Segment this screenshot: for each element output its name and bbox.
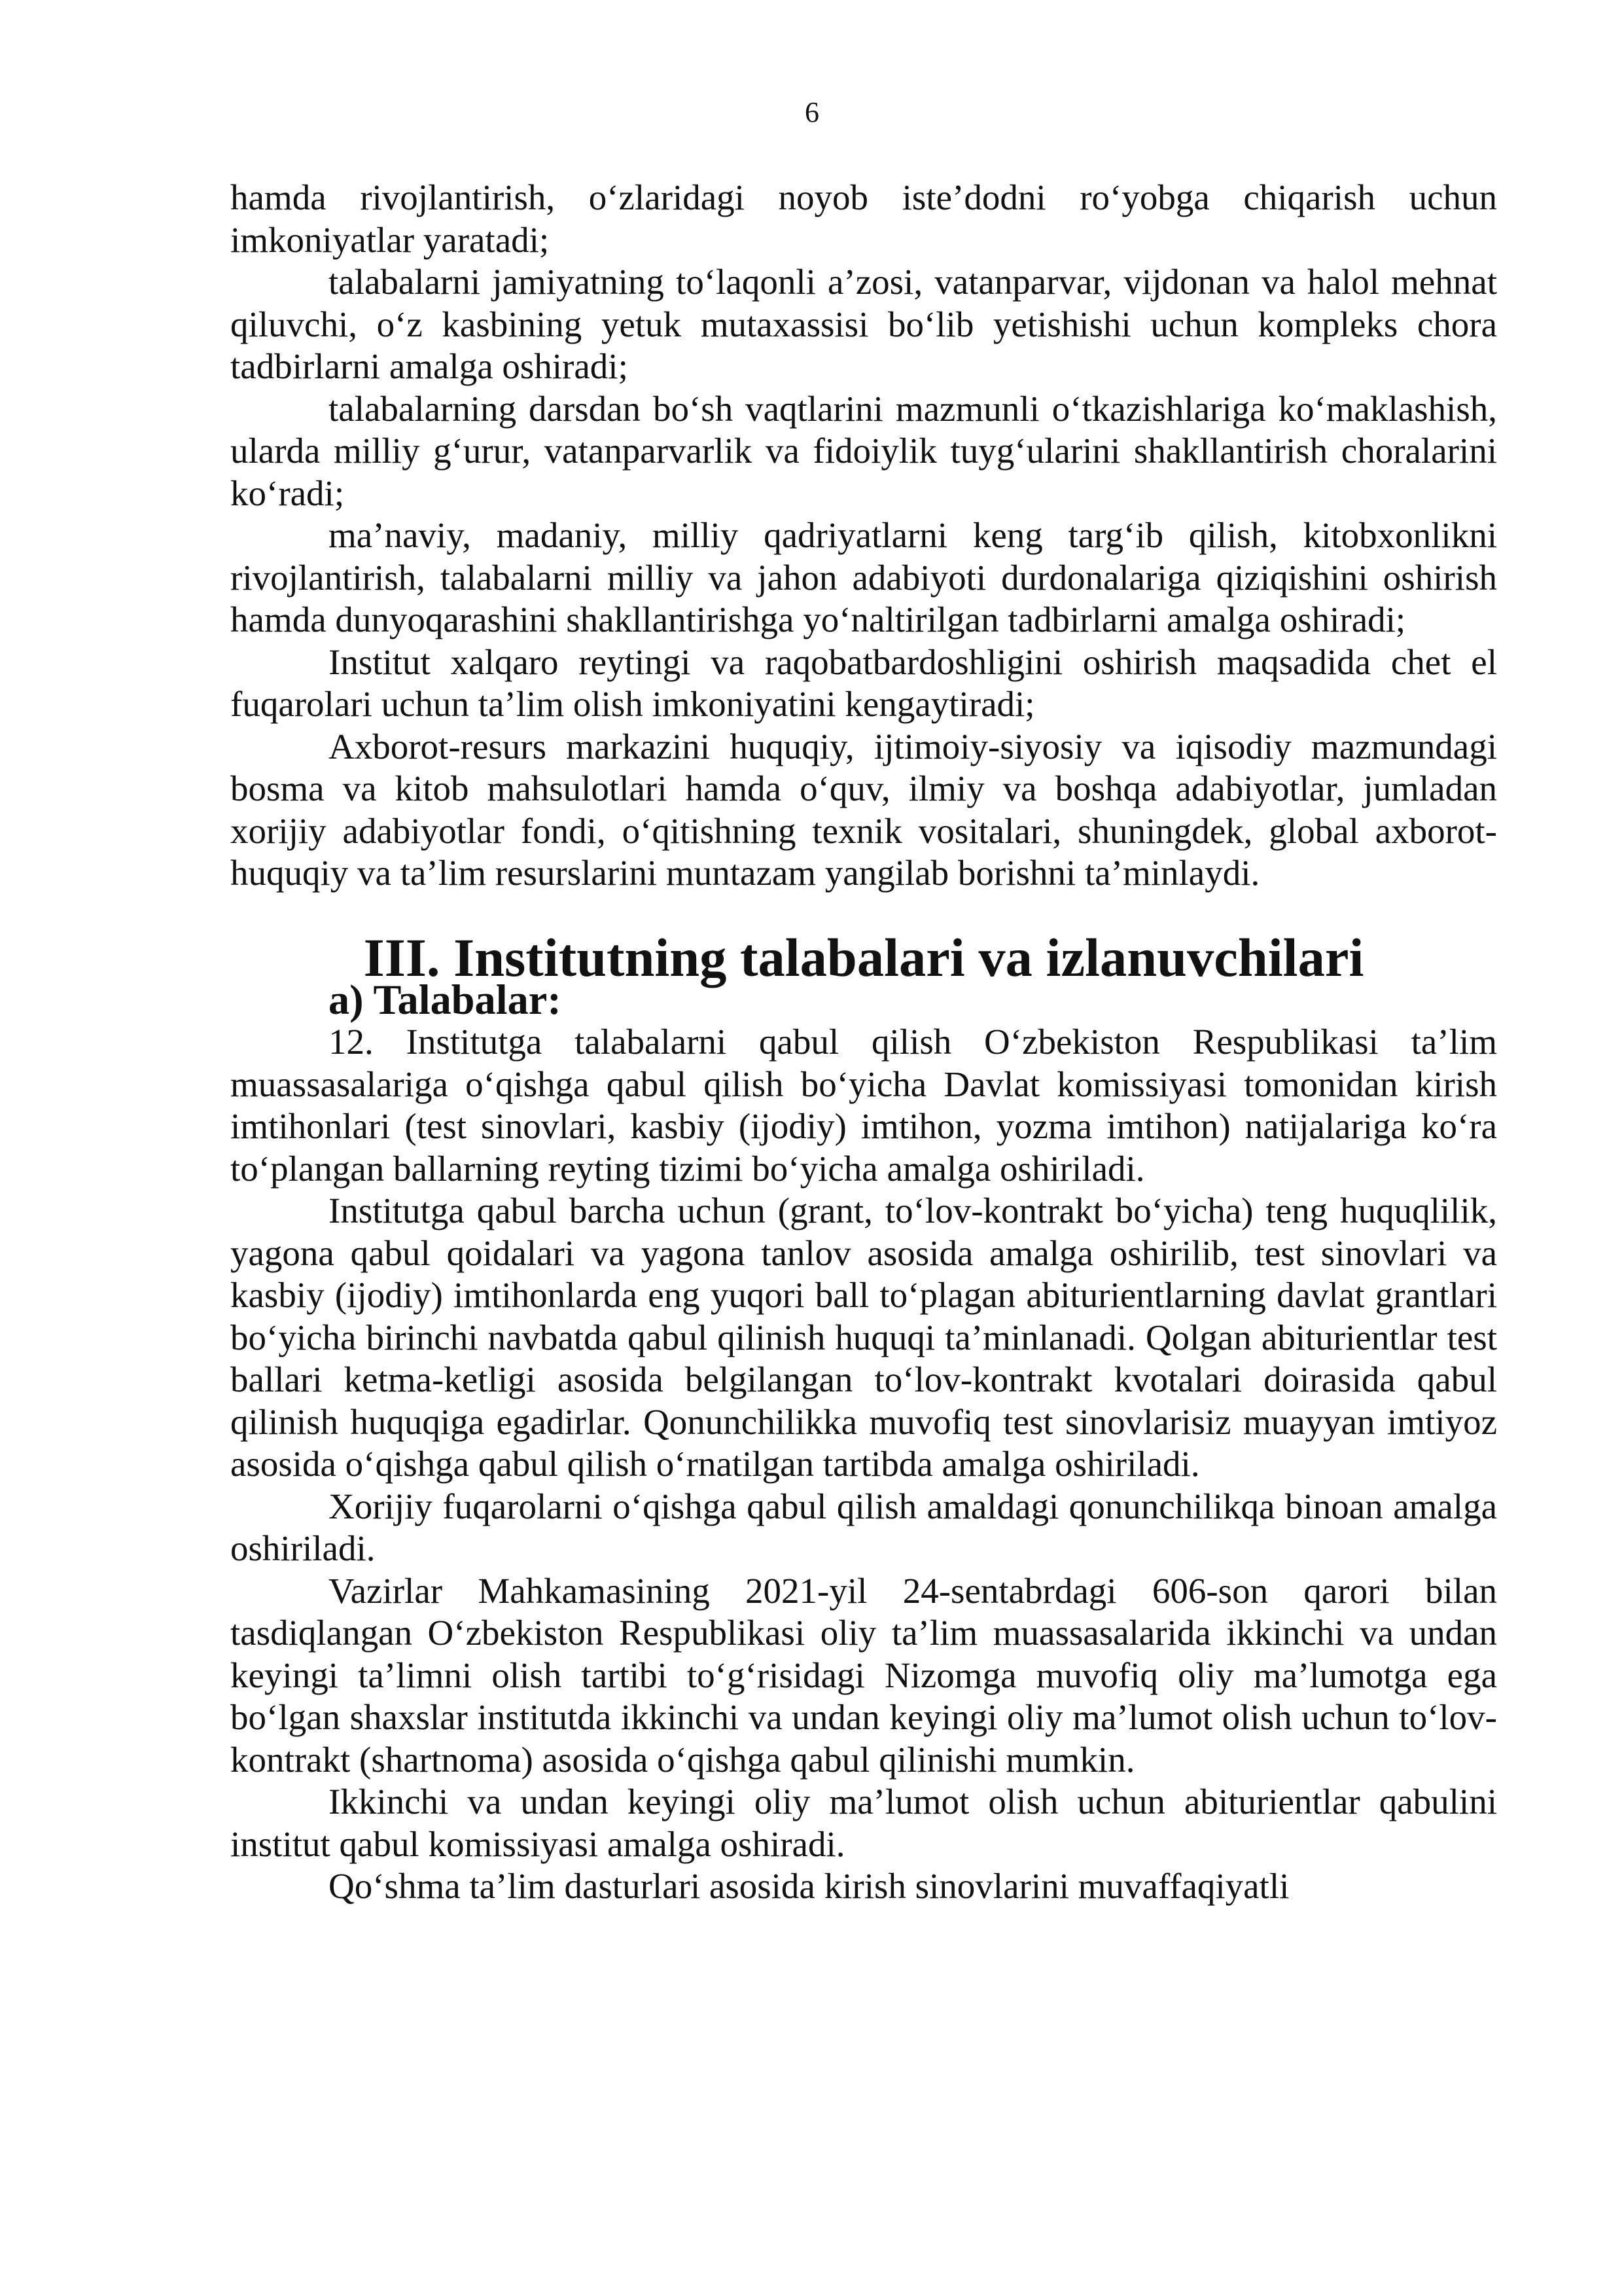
paragraph-admission-equality: Institutga qabul barcha uchun (grant, to‘lov-kontrakt bo‘yicha) teng huquqlilik, yagona qabul qoidalari va yagona tanlov asosida amalga oshirilib, test sinovlari va kasbiy (ijodiy) imtihonlarda eng yuqori ball to‘plagan abiturientlarning davlat grantlari bo‘yicha birinchi navbatda qabul qilinish huquqi ta’minlanadi. Qolgan abiturientlar test ballari ketma-ketligi asosida belgilangan to‘lov-kontrakt kvotalari doirasida qabul qilinish huquqiga egadirlar. Qonunchilikka muvofiq test sinovlarisiz muayyan imtiyoz asosida o‘qishga qabul qilish o‘rnatilgan tartibda amalga oshiriladi. bbox=[230, 1191, 1497, 1484]
paragraph-international-rating: Institut xalqaro reytingi va raqobatbardoshligini oshirish maqsadida chet el fuqarolari uchun ta’lim olish imkoniyatini kengaytiradi; bbox=[230, 641, 1497, 724]
paragraph-free-time: talabalarning darsdan bo‘sh vaqtlarini mazmunli o‘tkazishlariga ko‘maklashish, ularda milliy g‘urur, vatanparvarlik va fidoiylik tuyg‘ularini shakllantirish choralarini ko‘radi; bbox=[230, 388, 1497, 513]
paragraph-spiritual-values: ma’naviy, madaniy, milliy qadriyatlarni keng targ‘ib qilish, kitobxonlikni rivojlantirish, talabalarni milliy va jahon adabiyoti durdonalariga qiziqishini oshirish hamda dunyoqarashini shakllantirishga yo‘naltirilgan tadbirlarni amalga oshiradi; bbox=[230, 515, 1497, 639]
page-number: 6 bbox=[805, 96, 819, 128]
paragraph-second-degree: Vazirlar Mahkamasining 2021-yil 24-sentabrdagi 606-son qarori bilan tasdiqlangan O‘zbekiston Respublikasi oliy ta’lim muassasalarida ikkinchi va undan keyingi ta’limni olish tartibi to‘g‘risidagi Nizomga muvofiq oliy ma’lumotga ega bo‘lgan shaxslar institutda ikkinchi va undan keyingi oliy ma’lumot olish uchun to‘lov-kontrakt (shartnoma) asosida o‘qishga qabul qilinishi mumkin. bbox=[230, 1570, 1497, 1780]
paragraph-students-development: talabalarni jamiyatning to‘laqonli a’zosi, vatanparvar, vijdonan va halol mehnat qiluvchi, o‘z kasbining yetuk mutaxassisi bo‘lib yetishishi uchun kompleks chora tadbirlarni amalga oshiradi; bbox=[230, 262, 1497, 386]
paragraph-continuation: hamda rivojlantirish, o‘zlaridagi noyob iste’dodni ro‘yobga chiqarish uchun imkoniyatlar yaratadi; bbox=[230, 177, 1497, 260]
document-body bbox=[230, 177, 1497, 1908]
section-heading: III. Institutning talabalari va izlanuvchilari bbox=[363, 927, 1364, 988]
subsection-heading: a) Talabalar: bbox=[328, 976, 561, 1023]
paragraph-second-degree-commission: Ikkinchi va undan keyingi oliy ma’lumot olish uchun abiturientlar qabulini institut qabul komissiyasi amalga oshiradi. bbox=[230, 1782, 1497, 1864]
paragraph-admission-12: 12. Institutga talabalarni qabul qilish O‘zbekiston Respublikasi ta’lim muassasalariga o‘qishga qabul qilish bo‘yicha Davlat komissiyasi tomonidan kirish imtihonlari (test sinovlari, kasbiy (ijodiy) imtihon, yozma imtihon) natijalariga ko‘ra to‘plangan ballarning reyting tizimi bo‘yicha amalga oshiriladi. bbox=[230, 1022, 1497, 1189]
paragraph-information-resource-center: Axborot-resurs markazini huquqiy, ijtimoiy-siyosiy va iqisodiy mazmundagi bosma va kitob mahsulotlari hamda o‘quv, ilmiy va boshqa adabiyotlar, jumladan xorijiy adabiyotlar fondi, o‘qitishning texnik vositalari, shuningdek, global axborot-huquqiy va ta’lim resurslarini muntazam yangilab borishni ta’minlaydi. bbox=[230, 726, 1497, 893]
paragraph-joint-programs: Qo‘shma ta’lim dasturlari asosida kirish sinovlarini muvaffaqiyatli bbox=[328, 1866, 1290, 1906]
paragraph-foreign-citizens: Xorijiy fuqarolarni o‘qishga qabul qilish amaldagi qonunchilikqa binoan amalga oshiriladi. bbox=[230, 1486, 1497, 1568]
